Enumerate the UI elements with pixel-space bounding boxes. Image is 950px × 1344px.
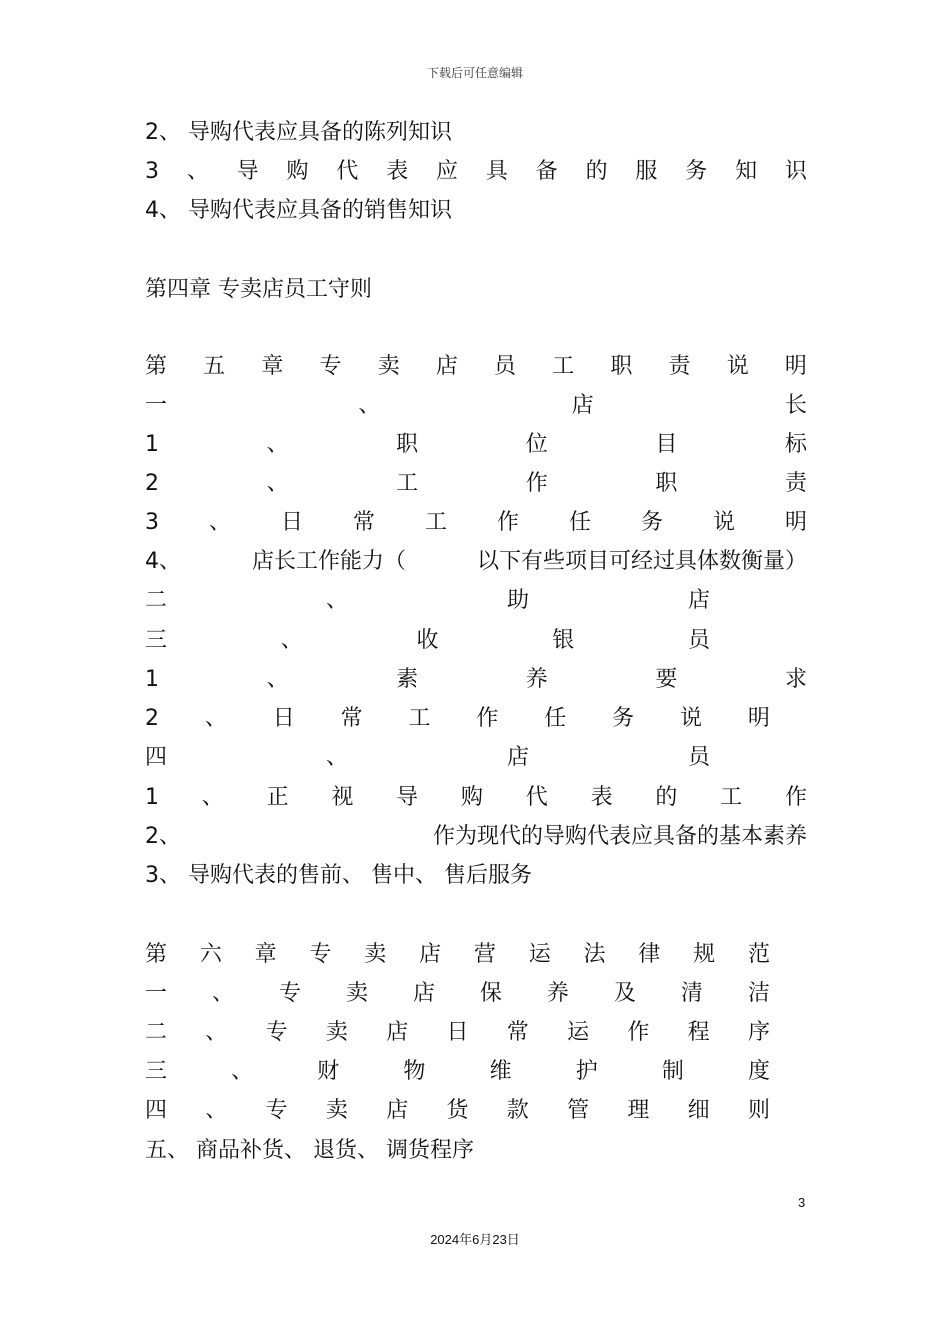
doc-line-token: 则 bbox=[747, 1098, 770, 1123]
doc-line-token: 购 bbox=[460, 785, 483, 810]
doc-line-token: 运 bbox=[567, 1020, 590, 1045]
doc-line-token: 、 bbox=[325, 745, 348, 770]
doc-line bbox=[145, 157, 807, 187]
doc-line-token: 、 bbox=[358, 393, 381, 418]
doc-line-token: 目 bbox=[655, 432, 678, 457]
doc-line-token: 卖 bbox=[377, 354, 400, 379]
doc-line-token: 作 bbox=[496, 510, 519, 535]
doc-line-token: 正 bbox=[266, 785, 289, 810]
doc-line-token: 标 bbox=[784, 432, 807, 457]
doc-line-token: 明 bbox=[784, 510, 807, 535]
doc-line-token: 求 bbox=[784, 667, 807, 692]
doc-line-token: 、 bbox=[231, 1059, 254, 1084]
doc-line-token: 常 bbox=[352, 510, 375, 535]
doc-line-token: 工 bbox=[720, 785, 743, 810]
doc-line-token: 、 bbox=[205, 1020, 228, 1045]
doc-line-token: 店 bbox=[412, 981, 435, 1006]
doc-line-token: 、 bbox=[201, 785, 224, 810]
doc-line-token: 第 bbox=[145, 942, 168, 967]
doc-line-token: 四 bbox=[145, 745, 168, 770]
doc-line-token: 三 bbox=[145, 628, 168, 653]
page-header: 下载后可任意编辑 bbox=[426, 66, 523, 80]
doc-line-token: 范 bbox=[747, 942, 770, 967]
doc-line-token: 代 bbox=[336, 159, 359, 184]
doc-line-token: 1 bbox=[145, 785, 159, 810]
doc-line-token: 、 bbox=[211, 981, 234, 1006]
doc-line bbox=[145, 626, 710, 656]
doc-line-token: 店 bbox=[571, 393, 594, 418]
doc-line-token: 责 bbox=[668, 354, 691, 379]
doc-line-token: 的 bbox=[585, 159, 608, 184]
doc-line-token: 程 bbox=[687, 1020, 710, 1045]
doc-line-token: 店 bbox=[687, 588, 710, 613]
doc-line-token: 规 bbox=[693, 942, 716, 967]
doc-line-token: 物 bbox=[403, 1059, 426, 1084]
doc-line-token: 四 bbox=[145, 1098, 168, 1123]
doc-line-token: 卖 bbox=[345, 981, 368, 1006]
doc-line-token: 1 bbox=[145, 667, 159, 692]
doc-line-token: 作 bbox=[476, 706, 499, 731]
doc-line-token: 一 bbox=[145, 393, 168, 418]
doc-line-token: 导 bbox=[396, 785, 419, 810]
doc-line-token: 助 bbox=[506, 588, 529, 613]
doc-line: 第四章 专卖店员工守则 bbox=[145, 277, 372, 302]
doc-line-token: 作为现代的导购代表应具备的基本素养 bbox=[432, 824, 807, 849]
doc-line-token: 度 bbox=[747, 1059, 770, 1084]
doc-line-token: 货 bbox=[446, 1098, 469, 1123]
doc-line bbox=[145, 547, 807, 577]
doc-line-token: 工 bbox=[552, 354, 575, 379]
doc-line-token: 职 bbox=[610, 354, 633, 379]
doc-line-token: 素 bbox=[396, 667, 419, 692]
doc-line-token: 律 bbox=[638, 942, 661, 967]
doc-line-token: 专 bbox=[265, 1020, 288, 1045]
doc-line-token: 员 bbox=[494, 354, 517, 379]
doc-line-token: 员 bbox=[687, 745, 710, 770]
doc-line-token: 法 bbox=[583, 942, 606, 967]
doc-line-token: 常 bbox=[340, 706, 363, 731]
doc-line-token: 银 bbox=[552, 628, 575, 653]
doc-line-token: 2、 bbox=[145, 824, 181, 849]
doc-line-token: 任 bbox=[544, 706, 567, 731]
doc-line-token: 、 bbox=[208, 510, 231, 535]
doc-line bbox=[145, 586, 710, 616]
doc-line-token: 制 bbox=[661, 1059, 684, 1084]
doc-line-token: 作 bbox=[784, 785, 807, 810]
doc-line-token: 店长工作能力（ bbox=[251, 549, 406, 574]
doc-line-token: 管 bbox=[567, 1098, 590, 1123]
doc-line-token: 、 bbox=[325, 588, 348, 613]
doc-line-token: 卖 bbox=[325, 1098, 348, 1123]
doc-line-token: 位 bbox=[525, 432, 548, 457]
doc-line-token: 务 bbox=[612, 706, 635, 731]
doc-line-token: 理 bbox=[627, 1098, 650, 1123]
doc-line-token: 具 bbox=[485, 159, 508, 184]
doc-line-token: 工 bbox=[396, 471, 419, 496]
doc-line-token: 日 bbox=[272, 706, 295, 731]
doc-line-token: 识 bbox=[784, 159, 807, 184]
doc-line: 4、 导购代表应具备的销售知识 bbox=[145, 198, 452, 223]
doc-line-token: 以下有些项目可经过具体数衡量） bbox=[476, 549, 807, 574]
doc-line bbox=[145, 704, 770, 734]
doc-line: 五、 商品补货、 退货、 调货程序 bbox=[145, 1138, 474, 1163]
doc-line-token: 收 bbox=[416, 628, 439, 653]
doc-line bbox=[145, 743, 710, 773]
doc-line-token: 三 bbox=[145, 1059, 168, 1084]
doc-line-token: 务 bbox=[685, 159, 708, 184]
doc-line: 3、 导购代表的售前、 售中、 售后服务 bbox=[145, 863, 532, 888]
doc-line-token: 说 bbox=[679, 706, 702, 731]
doc-line-token: 员 bbox=[687, 628, 710, 653]
doc-line-token: 、 bbox=[204, 706, 227, 731]
doc-line-token: 财 bbox=[317, 1059, 340, 1084]
doc-line-token: 护 bbox=[575, 1059, 598, 1084]
doc-line-token: 工 bbox=[408, 706, 431, 731]
doc-line-token: 清 bbox=[680, 981, 703, 1006]
doc-line-token: 、 bbox=[280, 628, 303, 653]
doc-line-token: 购 bbox=[286, 159, 309, 184]
doc-line-token: 、 bbox=[205, 1098, 228, 1123]
doc-line: 2、 导购代表应具备的陈列知识 bbox=[145, 120, 452, 145]
doc-line-token: 视 bbox=[331, 785, 354, 810]
doc-line-token: 1 bbox=[145, 432, 159, 457]
doc-line-token: 、 bbox=[266, 667, 289, 692]
doc-line-token: 应 bbox=[436, 159, 459, 184]
footer-date: 2024年6月23日 bbox=[430, 1232, 520, 1247]
doc-line bbox=[145, 1096, 770, 1126]
doc-line-token: 、 bbox=[186, 159, 209, 184]
page-number: 3 bbox=[798, 1195, 806, 1210]
doc-line-token: 备 bbox=[535, 159, 558, 184]
doc-line bbox=[145, 979, 770, 1009]
doc-line-token: 服 bbox=[635, 159, 658, 184]
doc-line-token: 六 bbox=[199, 942, 222, 967]
doc-line-token: 保 bbox=[479, 981, 502, 1006]
doc-line-token: 店 bbox=[435, 354, 458, 379]
doc-line-token: 专 bbox=[278, 981, 301, 1006]
doc-line-token: 二 bbox=[145, 588, 168, 613]
doc-line-token: 专 bbox=[309, 942, 332, 967]
doc-line bbox=[145, 1018, 770, 1048]
doc-line-token: 日 bbox=[446, 1020, 469, 1045]
doc-line-token: 款 bbox=[506, 1098, 529, 1123]
doc-line-token: 、 bbox=[266, 432, 289, 457]
doc-line-token: 第 bbox=[145, 354, 168, 379]
doc-line-token: 洁 bbox=[747, 981, 770, 1006]
doc-line-token: 养 bbox=[546, 981, 569, 1006]
doc-line-token: 章 bbox=[254, 942, 277, 967]
doc-line bbox=[145, 430, 807, 460]
doc-line-token: 养 bbox=[525, 667, 548, 692]
doc-line-token: 卖 bbox=[325, 1020, 348, 1045]
doc-line bbox=[145, 1057, 770, 1087]
doc-line-token: 店 bbox=[506, 745, 529, 770]
doc-line-token: 3 bbox=[145, 510, 159, 535]
doc-line bbox=[145, 469, 807, 499]
doc-line-token: 维 bbox=[489, 1059, 512, 1084]
doc-line-token: 代 bbox=[525, 785, 548, 810]
doc-line-token: 职 bbox=[655, 471, 678, 496]
doc-line-token: 作 bbox=[627, 1020, 650, 1045]
doc-line-token: 一 bbox=[145, 981, 168, 1006]
doc-line-token: 表 bbox=[386, 159, 409, 184]
doc-line-token: 专 bbox=[265, 1098, 288, 1123]
doc-line-token: 工 bbox=[424, 510, 447, 535]
doc-line-token: 长 bbox=[784, 393, 807, 418]
doc-line-token: 店 bbox=[386, 1098, 409, 1123]
doc-line-token: 店 bbox=[419, 942, 442, 967]
doc-line-token: 4、 bbox=[145, 549, 181, 574]
doc-line-token: 任 bbox=[568, 510, 591, 535]
doc-line-token: 五 bbox=[203, 354, 226, 379]
doc-line-token: 常 bbox=[506, 1020, 529, 1045]
doc-line-token: 、 bbox=[266, 471, 289, 496]
doc-line-token: 2 bbox=[145, 706, 159, 731]
doc-line bbox=[145, 391, 807, 421]
doc-line-token: 责 bbox=[784, 471, 807, 496]
doc-line bbox=[145, 940, 770, 970]
doc-line-token: 知 bbox=[735, 159, 758, 184]
doc-line-token: 二 bbox=[145, 1020, 168, 1045]
doc-line bbox=[145, 352, 807, 382]
doc-line-token: 营 bbox=[473, 942, 496, 967]
doc-line-token: 说 bbox=[726, 354, 749, 379]
doc-line-token: 细 bbox=[687, 1098, 710, 1123]
doc-line-token: 要 bbox=[655, 667, 678, 692]
doc-line-token: 作 bbox=[525, 471, 548, 496]
doc-line-token: 职 bbox=[396, 432, 419, 457]
doc-line bbox=[145, 783, 807, 813]
doc-line bbox=[145, 822, 807, 852]
doc-line-token: 2 bbox=[145, 471, 159, 496]
doc-line-token: 章 bbox=[261, 354, 284, 379]
doc-line-token: 务 bbox=[640, 510, 663, 535]
doc-line-token: 说 bbox=[712, 510, 735, 535]
doc-line bbox=[145, 508, 807, 538]
doc-line-token: 运 bbox=[528, 942, 551, 967]
doc-line-token: 日 bbox=[280, 510, 303, 535]
doc-line-token: 表 bbox=[590, 785, 613, 810]
doc-line-token: 明 bbox=[747, 706, 770, 731]
doc-line bbox=[145, 665, 807, 695]
doc-line-token: 及 bbox=[613, 981, 636, 1006]
doc-line-token: 卖 bbox=[364, 942, 387, 967]
doc-line-token: 明 bbox=[784, 354, 807, 379]
doc-line-token: 店 bbox=[386, 1020, 409, 1045]
doc-line-token: 专 bbox=[319, 354, 342, 379]
doc-line-token: 3 bbox=[145, 159, 159, 184]
doc-line-token: 序 bbox=[747, 1020, 770, 1045]
doc-line-token: 导 bbox=[236, 159, 259, 184]
doc-line-token: 的 bbox=[655, 785, 678, 810]
